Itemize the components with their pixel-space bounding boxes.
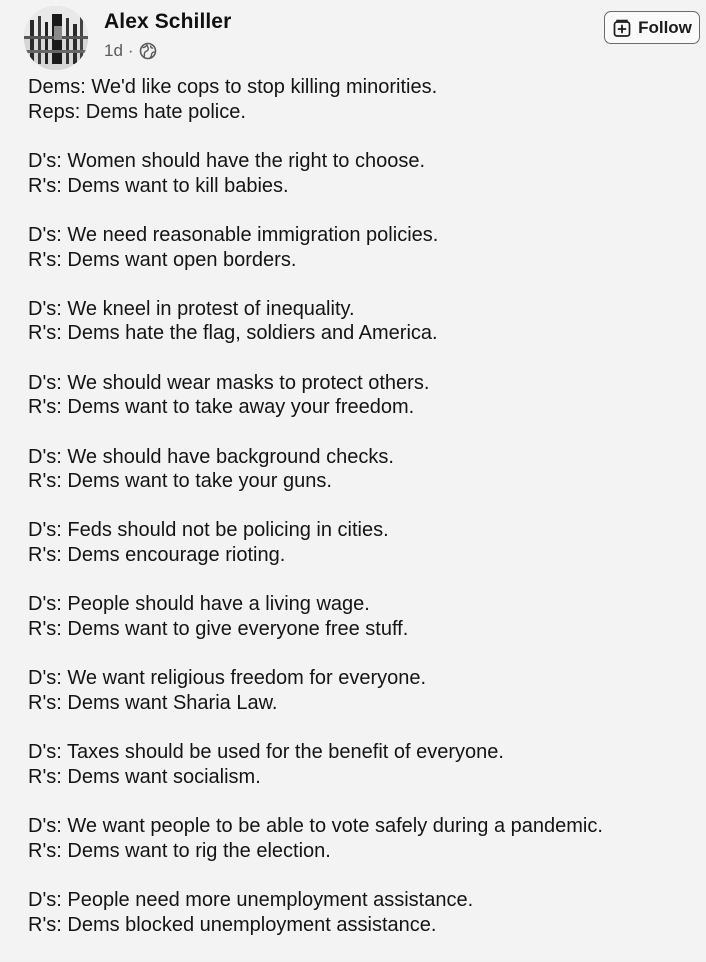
dem-statement: Dems: We'd like cops to stop killing minorities.	[28, 76, 438, 98]
rep-statement: R's: Dems want to rig the election.	[28, 839, 331, 862]
dem-statement: D's: We want people to be able to vote safely during a pandemic.	[28, 815, 603, 838]
author-name[interactable]: Alex Schiller	[104, 10, 232, 33]
rep-statement: R's: Dems want to kill babies.	[28, 174, 289, 197]
globe-icon[interactable]	[139, 42, 157, 60]
dem-statement: D's: People need more unemployment assistance.	[28, 888, 474, 911]
dem-statement: D's: We want religious freedom for everyone.	[28, 667, 427, 690]
rep-statement: R's: Dems want to take away your freedom.	[28, 396, 415, 419]
dem-statement: D's: People should have a living wage.	[28, 593, 370, 616]
rep-statement: R's: Dems want Sharia Law.	[28, 691, 278, 714]
post-paragraph	[28, 666, 698, 715]
post-paragraph	[28, 445, 698, 494]
post-paragraph	[28, 888, 698, 937]
rep-statement: R's: Dems want to take your guns.	[28, 470, 332, 493]
post-paragraph	[28, 592, 698, 641]
post-paragraph	[28, 371, 698, 420]
follow-plus-icon	[612, 18, 632, 38]
post-paragraph	[28, 740, 698, 789]
rep-statement: R's: Dems want socialism.	[28, 765, 261, 788]
avatar[interactable]	[24, 6, 88, 70]
post-header	[0, 0, 706, 72]
post-paragraph	[28, 297, 698, 346]
dem-statement: D's: Taxes should be used for the benefit of everyone.	[28, 741, 504, 764]
post-paragraph	[28, 75, 698, 124]
dem-statement: D's: We kneel in protest of inequality.	[28, 297, 355, 320]
post-meta	[104, 40, 157, 62]
post-paragraph	[28, 814, 698, 863]
rep-statement: R's: Dems want open borders.	[28, 248, 297, 271]
follow-button[interactable]	[604, 11, 700, 44]
dem-statement: D's: We should wear masks to protect others.	[28, 371, 430, 394]
post-paragraph	[28, 518, 698, 567]
rep-statement: R's: Dems want to give everyone free stuff.	[28, 618, 409, 641]
rep-statement: R's: Dems hate the flag, soldiers and America.	[28, 322, 438, 345]
rep-statement: R's: Dems encourage rioting.	[28, 544, 286, 567]
dem-statement: D's: Feds should not be policing in cities.	[28, 519, 389, 542]
avatar-photo	[24, 6, 88, 70]
rep-statement: Reps: Dems hate police.	[28, 100, 246, 123]
dem-statement: D's: We should have background checks.	[28, 445, 394, 468]
post-timestamp[interactable]: 1d	[104, 41, 123, 60]
dem-statement: D's: Women should have the right to choose.	[28, 149, 426, 172]
rep-statement: R's: Dems blocked unemployment assistance.	[28, 913, 437, 936]
meta-separator: ·	[127, 41, 134, 60]
dem-statement: D's: We need reasonable immigration policies.	[28, 223, 439, 246]
post-paragraph	[28, 149, 698, 198]
post-text	[28, 75, 698, 962]
follow-label: Follow	[638, 17, 692, 37]
post-paragraph	[28, 223, 698, 272]
